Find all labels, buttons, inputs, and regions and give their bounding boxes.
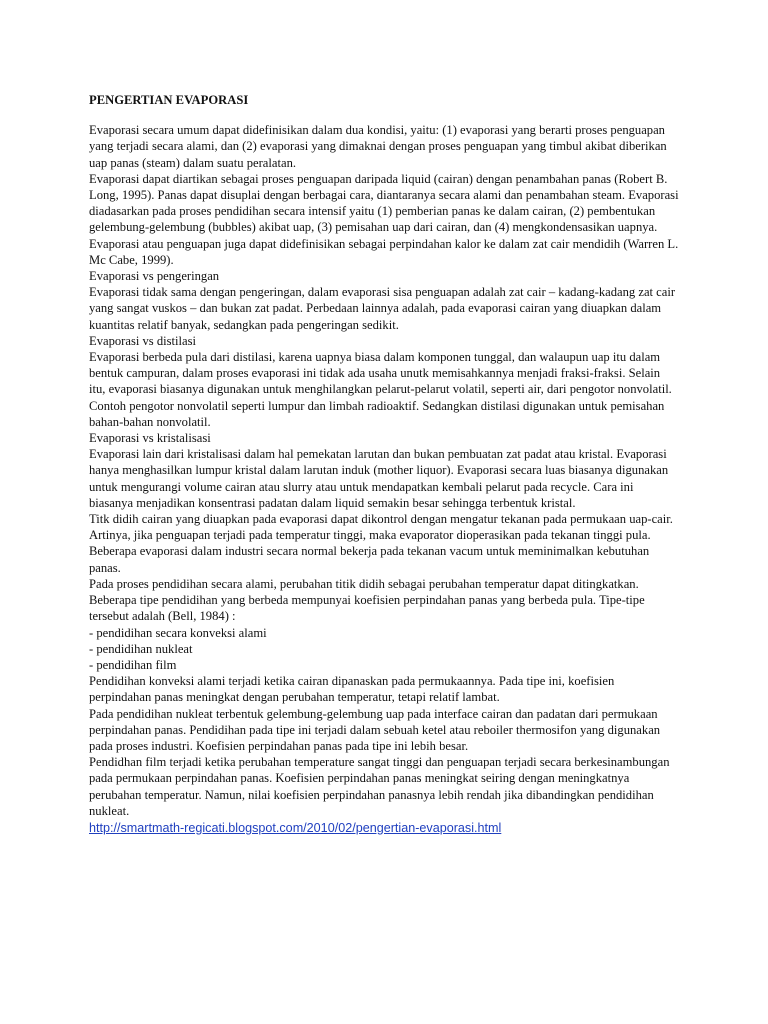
heading-vs-pengeringan: Evaporasi vs pengeringan bbox=[89, 269, 220, 284]
heading-vs-kristalisasi: Evaporasi vs kristalisasi bbox=[89, 431, 211, 446]
paragraph-kristalisasi: Evaporasi lain dari kristalisasi dalam hal pemekatan larutan dan bukan pembuatan zat padat atau kristal. Evaporasi hanya menghasilkan lumpur kristal dalam larutan induk (mother liquor). Evaporasi secara luas biasanya digunakan untuk mengurangi volume cairan atau slurry atau untuk mendapatkan kembali pelarut pada recycle. Cara ini biasanya menjadikan konsentrasi padatan dalam liquid semakin besar sehingga terbentuk kristal. bbox=[89, 447, 669, 510]
heading-vs-distilasi: Evaporasi vs distilasi bbox=[89, 333, 197, 348]
list-item-nukleat: - pendidihan nukleat bbox=[89, 641, 193, 656]
paragraph-definisi: Evaporasi secara umum dapat didefinisikan dalam dua kondisi, yaitu: (1) evaporasi yang berarti proses penguapan yang terjadi secara alami, dan (2) evaporasi yang dimaknai dengan proses penguapan yang timbul akibat diberikan uap panas (steam) dalam suatu peralatan. bbox=[89, 123, 667, 170]
paragraph-film: Pendidhan film terjadi ketika perubahan temperature sangat tinggi dan penguapan terjadi secara berkesinambungan pada permukaan perpindahan panas. Koefisien perpindahan panas meningkat seiring dengan meningkatnya perubahan temperatur. Namun, nilai koefisien perpindahan panasnya lebih rendah jika dibandingkan pendidihan nukleat. bbox=[89, 755, 670, 818]
list-item-konveksi: - pendidihan secara konveksi alami bbox=[89, 625, 267, 640]
paragraph-konveksi: Pendidihan konveksi alami terjadi ketika cairan dipanaskan pada permukaannya. Pada tipe ini, koefisien perpindahan panas meningkat dengan perubahan temperatur, tetapi relatif lambat. bbox=[89, 674, 615, 705]
paragraph-diartikan: Evaporasi dapat diartikan sebagai proses penguapan daripada liquid (cairan) dengan penambahan panas (Robert B. Long, 1995). Panas dapat disuplai dengan berbagai cara, diantaranya secara alami dan penambahan steam. Evaporasi diadasarkan pada proses pendidihan secara intensif yaitu (1) pemberian panas ke dalam cairan, (2) pembentukan gelembung-gelembung (bubbles) akibat uap, (3) pemisahan uap dari cairan, dan (4) mengkondensasikan uapnya. bbox=[89, 171, 679, 235]
paragraph-distilasi: Evaporasi berbeda pula dari distilasi, karena uapnya biasa dalam komponen tunggal, dan walaupun uap itu dalam bentuk campuran, dalam proses evaporasi ini tidak ada usaha unutk memisahkannya menjadi fraksi-fraksi. Selain itu, evaporasi biasanya digunakan untuk menghilangkan pelarut-pelarut volatil, seperti air, dari pengotor nonvolatil. Contoh pengotor nonvolatil seperti lumpur dan limbah radioaktif. Sedangkan distilasi digunakan untuk pemisahan bahan-bahan nonvolatil. bbox=[89, 350, 672, 429]
document-page bbox=[89, 92, 679, 836]
source-link[interactable]: http://smartmath-regicati.blogspot.com/2010/02/pengertian-evaporasi.html bbox=[89, 820, 502, 835]
paragraph-pendidihan-alami: Pada proses pendidihan secara alami, perubahan titik didih sebagai perubahan temperatur dapat ditingkatkan. Beberapa tipe pendidihan yang berbeda mempunyai koefisien perpindahan panas yang berbeda pula. Tipe-tipe tersebut adalah (Bell, 1984) : bbox=[89, 576, 645, 624]
paragraph-titik-didih: Titk didih cairan yang diuapkan pada evaporasi dapat dikontrol dengan mengatur tekanan pada permukaan uap-cair. Artinya, jika penguapan terjadi pada temperatur tinggi, maka evaporator dioperasikan pada tekanan tinggi pula. Beberapa evaporasi dalam industri secara normal bekerja pada tekanan vacum untuk meminimalkan kebutuhan panas. bbox=[89, 512, 673, 575]
paragraph-nukleat: Pada pendidihan nukleat terbentuk gelembung-gelembung uap pada interface cairan dan padatan dari permukaan perpindahan panas. Pendidihan pada tipe ini terjadi dalam sebuah ketel atau reboiler thermosifon yang digunakan pada proses industri. Koefisien perpindahan panas pada tipe ini lebih besar. bbox=[89, 706, 661, 753]
paragraph-pengeringan: Evaporasi tidak sama dengan pengeringan, dalam evaporasi sisa penguapan adalah zat cair – kadang-kadang zat cair yang sangat vuskos – dan bukan zat padat. Perbedaan lainnya adalah, pada evaporasi cairan yang diuapkan dalam kuantitas relatif banyak, sedangkan pada pengeringan sedikit. bbox=[89, 285, 676, 332]
document-body bbox=[89, 122, 679, 819]
document-title: PENGERTIAN EVAPORASI bbox=[89, 93, 249, 107]
paragraph-kalor: Evaporasi atau penguapan juga dapat didefinisikan sebagai perpindahan kalor ke dalam zat cair mendidih (Warren L. Mc Cabe, 1999). bbox=[89, 236, 679, 267]
list-item-film: - pendidihan film bbox=[89, 657, 177, 672]
